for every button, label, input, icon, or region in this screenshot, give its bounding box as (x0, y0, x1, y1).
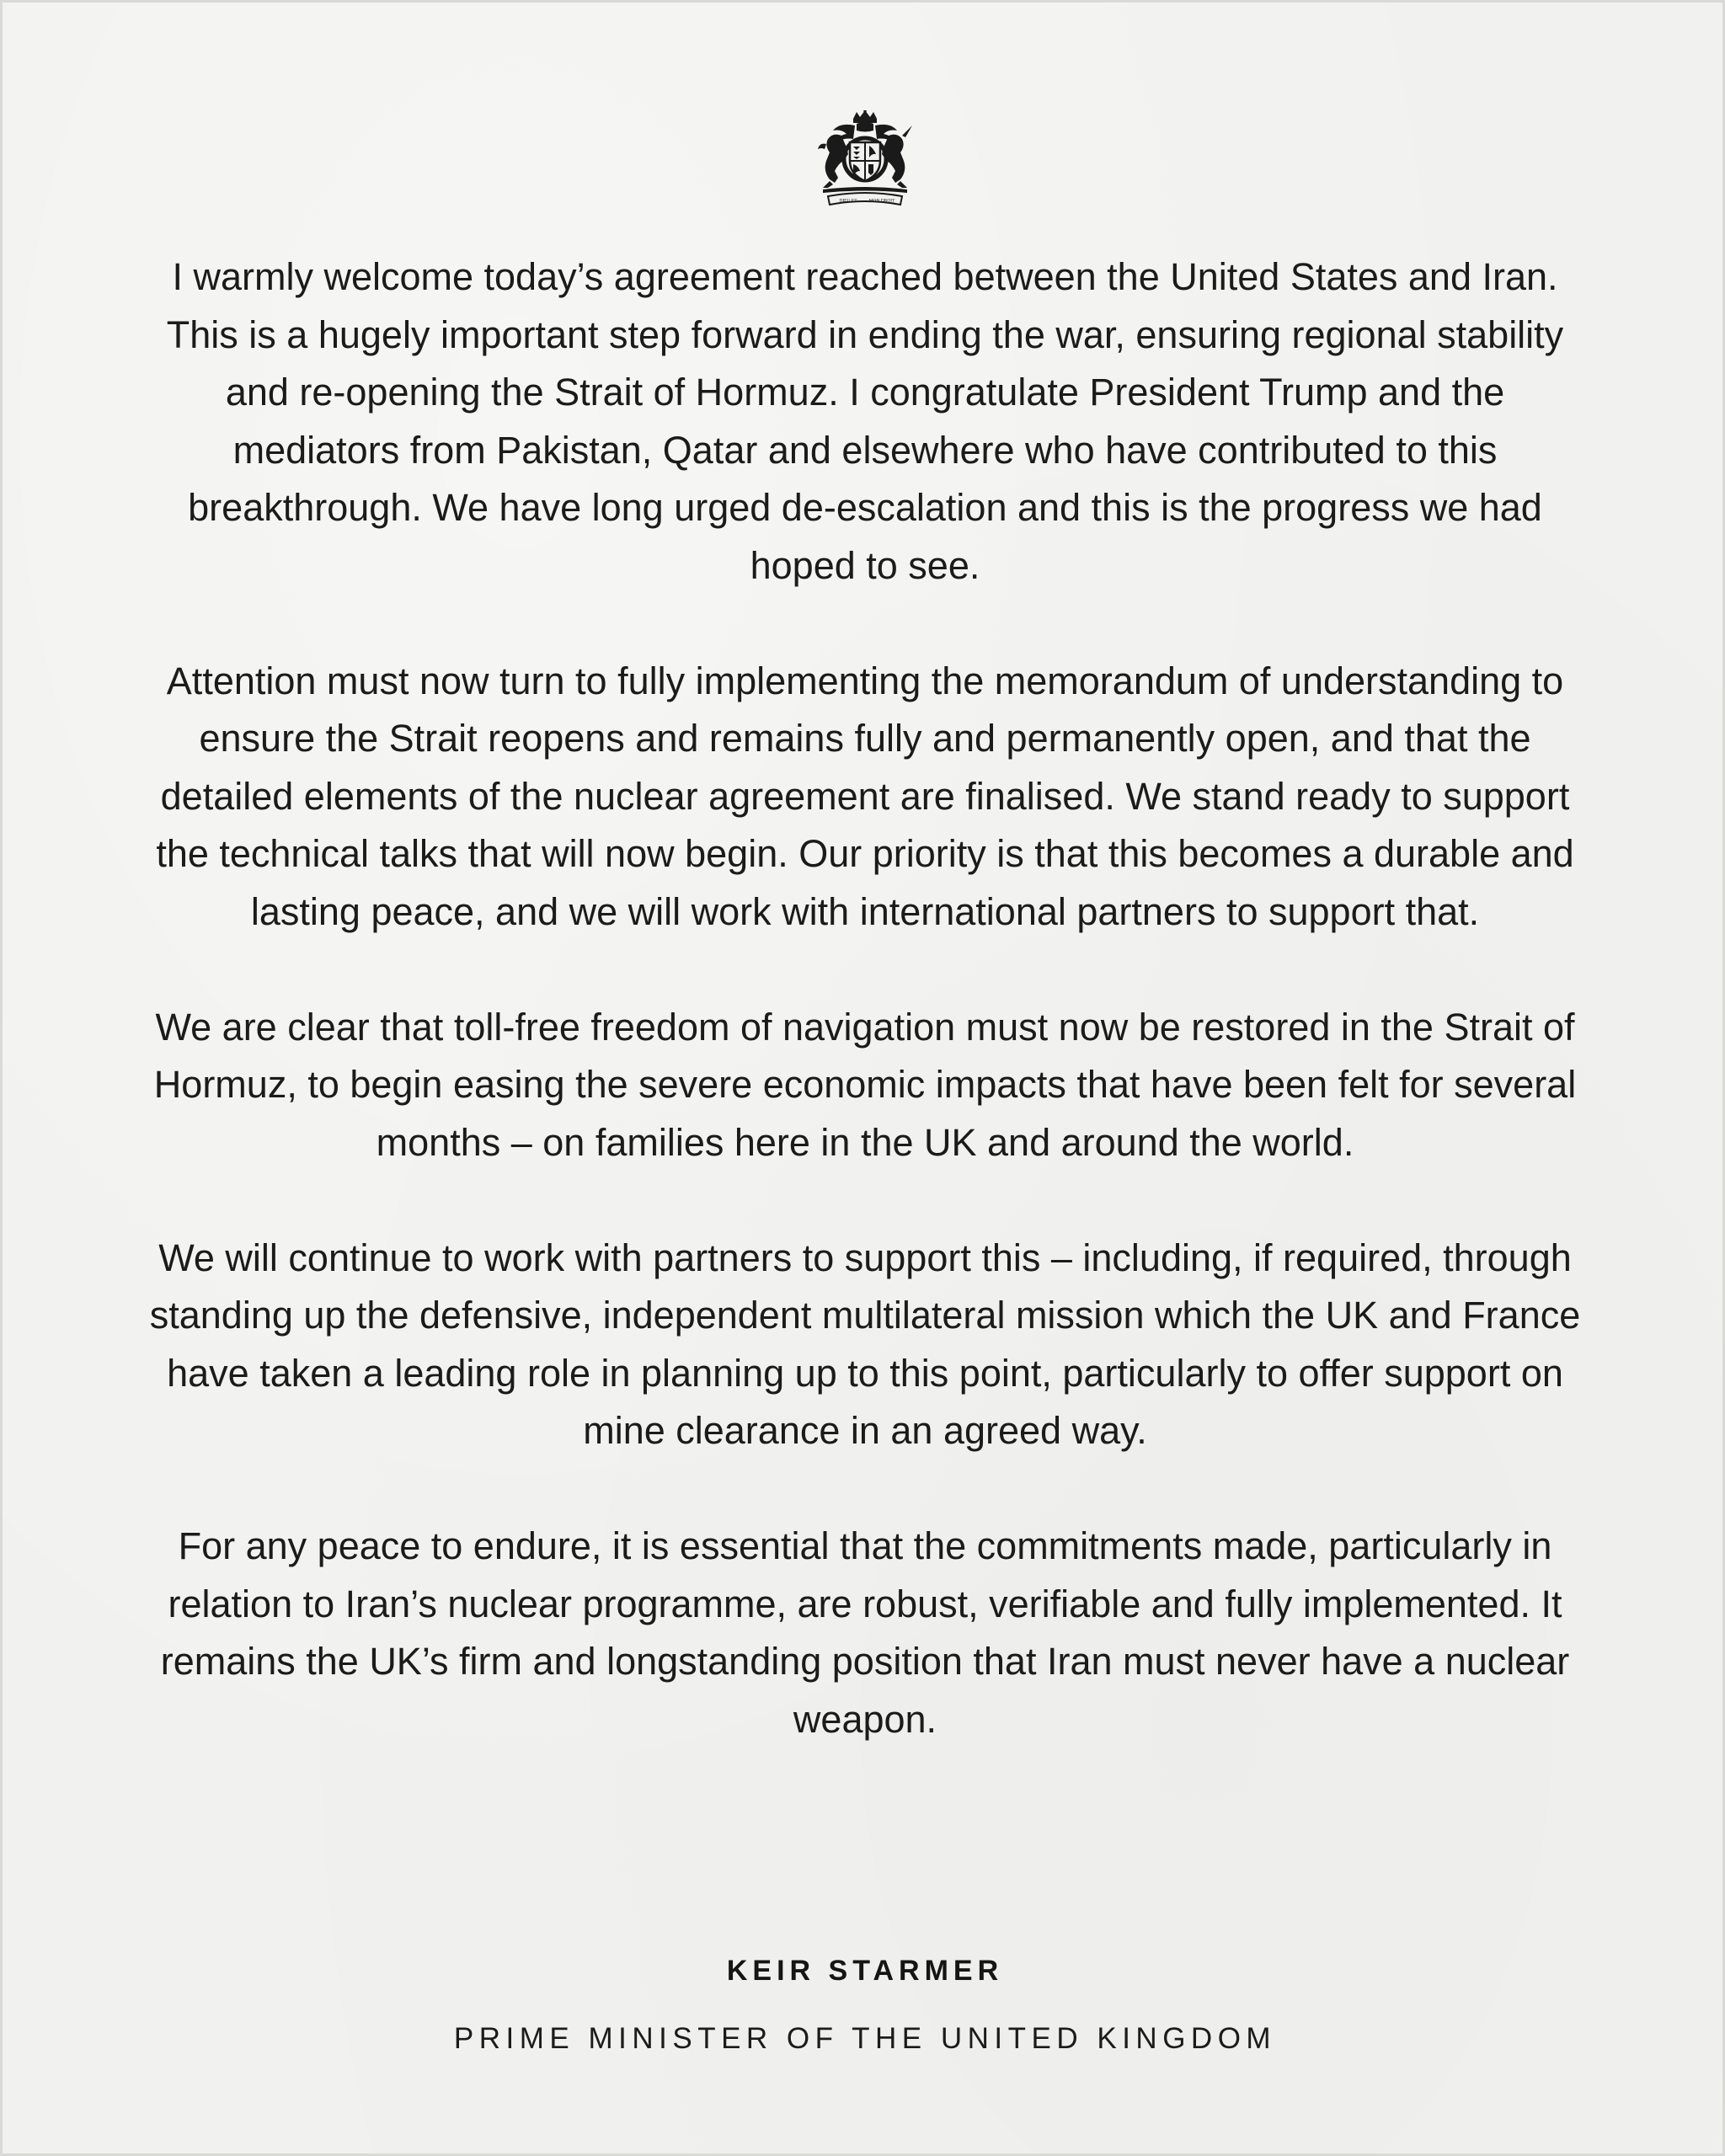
statement-paragraph-4: We will continue to work with partners to support this – including, if required, through standing up the defensive, independent multilateral mission which the UK and France have taken a leading role in planning up to this point, particularly to offer support on mine clearance in an agreed way. (149, 1235, 1581, 1452)
signature-name: KEIR STARMER (726, 1955, 1004, 1987)
statement-paragraph-3: We are clear that toll-free freedom of navigation must now be restored in the Strait of Hormuz, to begin easing the severe economic impacts that have been felt for several months – on families here in the UK and around the world. (153, 1005, 1577, 1164)
signature-title: PRIME MINISTER OF THE UNITED KINGDOM (453, 2022, 1277, 2055)
motto-left-text: DIEU ET (839, 198, 857, 204)
statement-paragraph-1: I warmly welcome today’s agreement reached between the United States and Iran. This is a hugely important step forward in ending the war, ensuring regional stability and re-opening the Strait of Hormuz. I congratulate President Trump and the mediators from Pakistan, Qatar and elsewhere who have contributed to this breakthrough. We have long urged de-escalation and this is the progress we had hoped to see. (166, 255, 1564, 587)
statement-paragraph-2: Attention must now turn to fully implementing the memorandum of understanding to ensure the Strait reopens and remains fully and permanently open, and that the detailed elements of the nuclear agreement are finalised. We stand ready to support the technical talks that will now begin. Our priority is that this becomes a durable and lasting peace, and we will work with international partners to support that. (156, 659, 1574, 933)
royal-coat-of-arms-icon (789, 110, 941, 211)
statement-paragraph-5: For any peace to endure, it is essential that the commitments made, particularly in relation to Iran’s nuclear programme, are robust, verifiable and fully implemented. It remains the UK’s firm and longstanding position that Iran must never have a nuclear weapon. (160, 1524, 1570, 1741)
motto-right-text: MON DROIT (868, 198, 895, 204)
statement-body (137, 248, 1593, 1748)
